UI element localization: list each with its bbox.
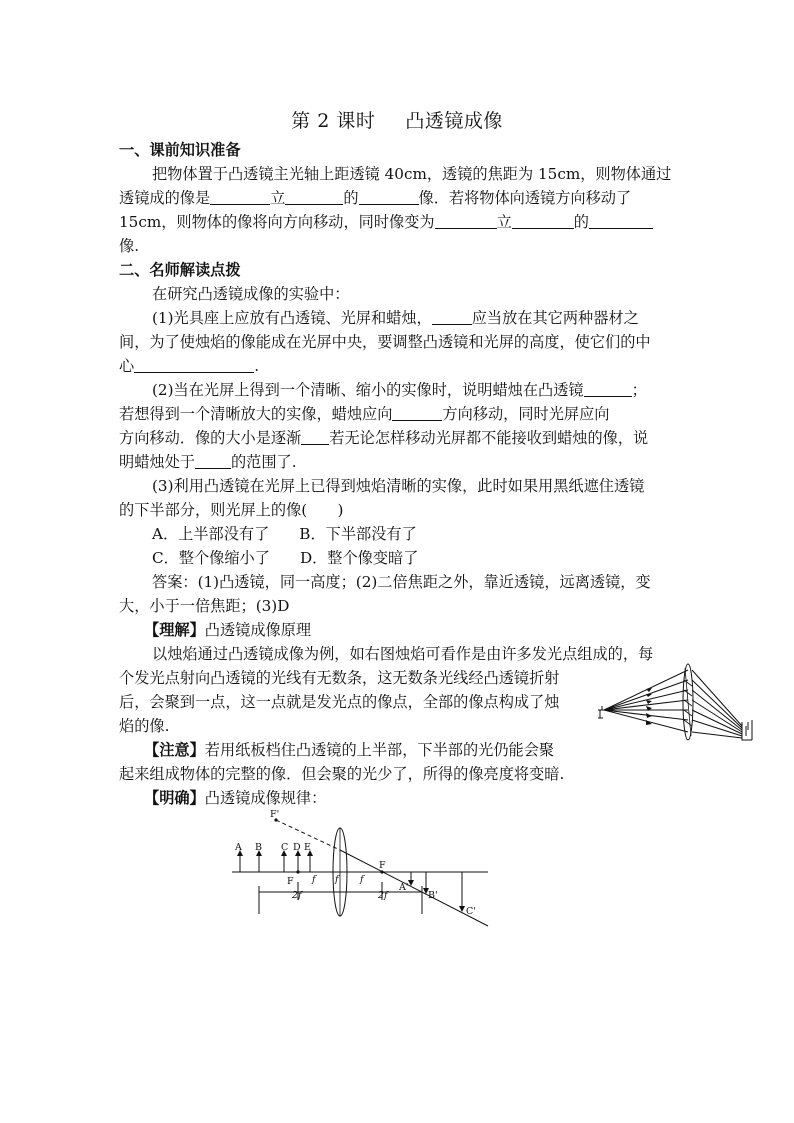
understand-line4: 焰的像. [119,717,170,735]
options-row1 [152,522,712,546]
label-C: C [281,842,289,853]
options-row2 [152,546,712,570]
answer-blank[interactable] [285,188,343,205]
answer-blank[interactable] [584,380,632,397]
note-line2: 起来组成物体的完整的像．但会聚的光少了，所得的像亮度将变暗. [119,765,565,783]
answer-blank[interactable] [512,212,574,229]
understand-line2: 个发光点射向凸透镜的光线有无数条，这无数条光线经凸透镜折射 [119,669,560,687]
q2-line3: 方向移动．像的大小是逐渐 若无论怎样移动光屏都不能接收到蜡烛的像，说 [119,429,649,447]
label-B: B [255,842,262,853]
answer-blank[interactable] [301,428,329,445]
option-d[interactable]: D．整个像变暗了 [299,549,419,567]
imaging-rule-diagram [226,806,496,930]
note-tag: 【注意】 [144,741,205,759]
q1-line2: 间，为了使烛焰的像能成在光屏中央，要调整凸透镜和光屏的高度，使它们的中 [119,333,651,351]
q3-line1: (3)利用凸透镜在光屏上已得到烛焰清晰的实像，此时如果用黑纸遮住透镜 [152,477,645,495]
section2-intro: 在研究凸透镜成像的实验中： [152,285,350,303]
section1-heading: 一、课前知识准备 [119,141,241,159]
answer-blank[interactable] [435,212,497,229]
option-a[interactable]: A．上半部没有了 [152,525,270,543]
q1-line1: (1)光具座上应放有凸透镜、光屏和蜡烛， 应当放在其它两种器材之 [152,309,639,327]
understand-line3: 后，会聚到一点，这一点就是发光点的像点，全部的像点构成了烛 [119,693,560,711]
answer-line2: 大，小于一倍焦距；(3)D [119,597,290,615]
q2-line4: 明蜡烛处于 的范围了. [119,453,297,471]
label-f-2: f [335,874,339,885]
understand-heading: 【理解】凸透镜成像原理 [144,621,312,639]
label-2f-right: 2f [378,890,388,901]
understand-tag: 【理解】 [144,621,205,639]
label-C-prime: C' [466,906,476,917]
answer-blank[interactable] [195,452,231,469]
answer-blank[interactable] [134,356,254,373]
label-A: A [235,842,242,853]
section2-heading: 二、名师解读点拨 [119,261,241,279]
answer-line1: 答案：(1)凸透镜，同一高度；(2)二倍焦距之外，靠近透镜，远离透镜，变 [152,573,651,591]
lesson-number: 第 2 课时 [291,110,376,132]
lesson-topic: 凸透镜成像 [405,110,503,132]
candle-icon [598,706,605,718]
section1-line3: 15cm，则物体的像将向方向移动，同时像变为 立 的 [119,210,679,234]
label-E: E [304,842,311,853]
section1-line1: 把物体置于凸透镜主光轴上距透镜 40cm，透镜的焦距为 15cm，则物体通过 [152,165,672,183]
label-2f-left: 2f [292,890,302,901]
q2-line1: (2)当在光屏上得到一个清晰、缩小的实像时，说明蜡烛在凸透镜 ； [152,381,647,399]
option-c[interactable]: C．整个像缩小了 [152,549,270,567]
answer-blank[interactable] [359,188,419,205]
label-A-prime: A' [399,882,409,893]
answer-blank[interactable] [432,308,472,325]
clarify-tag: 【明确】 [144,789,205,807]
option-b[interactable]: B．下半部没有了 [299,525,417,543]
understand-line1: 以烛焰通过凸透镜成像为例，如右图烛焰可看作是由许多发光点组成的，每 [152,645,654,663]
answer-blank[interactable] [392,404,442,421]
q1-line3: 心 . [119,357,260,375]
page-title [0,106,794,133]
label-B-prime: B' [428,890,438,901]
label-F-right: F [379,860,386,871]
candle-lens-illustration [596,656,756,742]
q2-line2: 若想得到一个清晰放大的实像，蜡烛应向 方向移动，同时光屏应向 [119,405,610,423]
q3-line2: 的下半部分，则光屏上的像( ) [119,501,344,519]
section1-line4: 像. [119,237,140,255]
clarify-heading: 【明确】凸透镜成像规律： [144,789,327,807]
label-F-prime: F' [270,809,280,820]
note-line1: 【注意】若用纸板档住凸透镜的上半部，下半部的光仍能会聚 [144,741,555,759]
label-f-1: f [312,874,316,885]
label-D: D [293,842,301,853]
label-F-left: F [287,876,294,887]
label-f-3: f [360,874,364,885]
section1-line2: 透镜成的像是 立 的 像．若将物体向透镜方向移动了 [119,189,632,207]
screen-icon [742,720,752,740]
answer-blank[interactable] [589,212,653,229]
answer-blank[interactable] [210,188,270,205]
